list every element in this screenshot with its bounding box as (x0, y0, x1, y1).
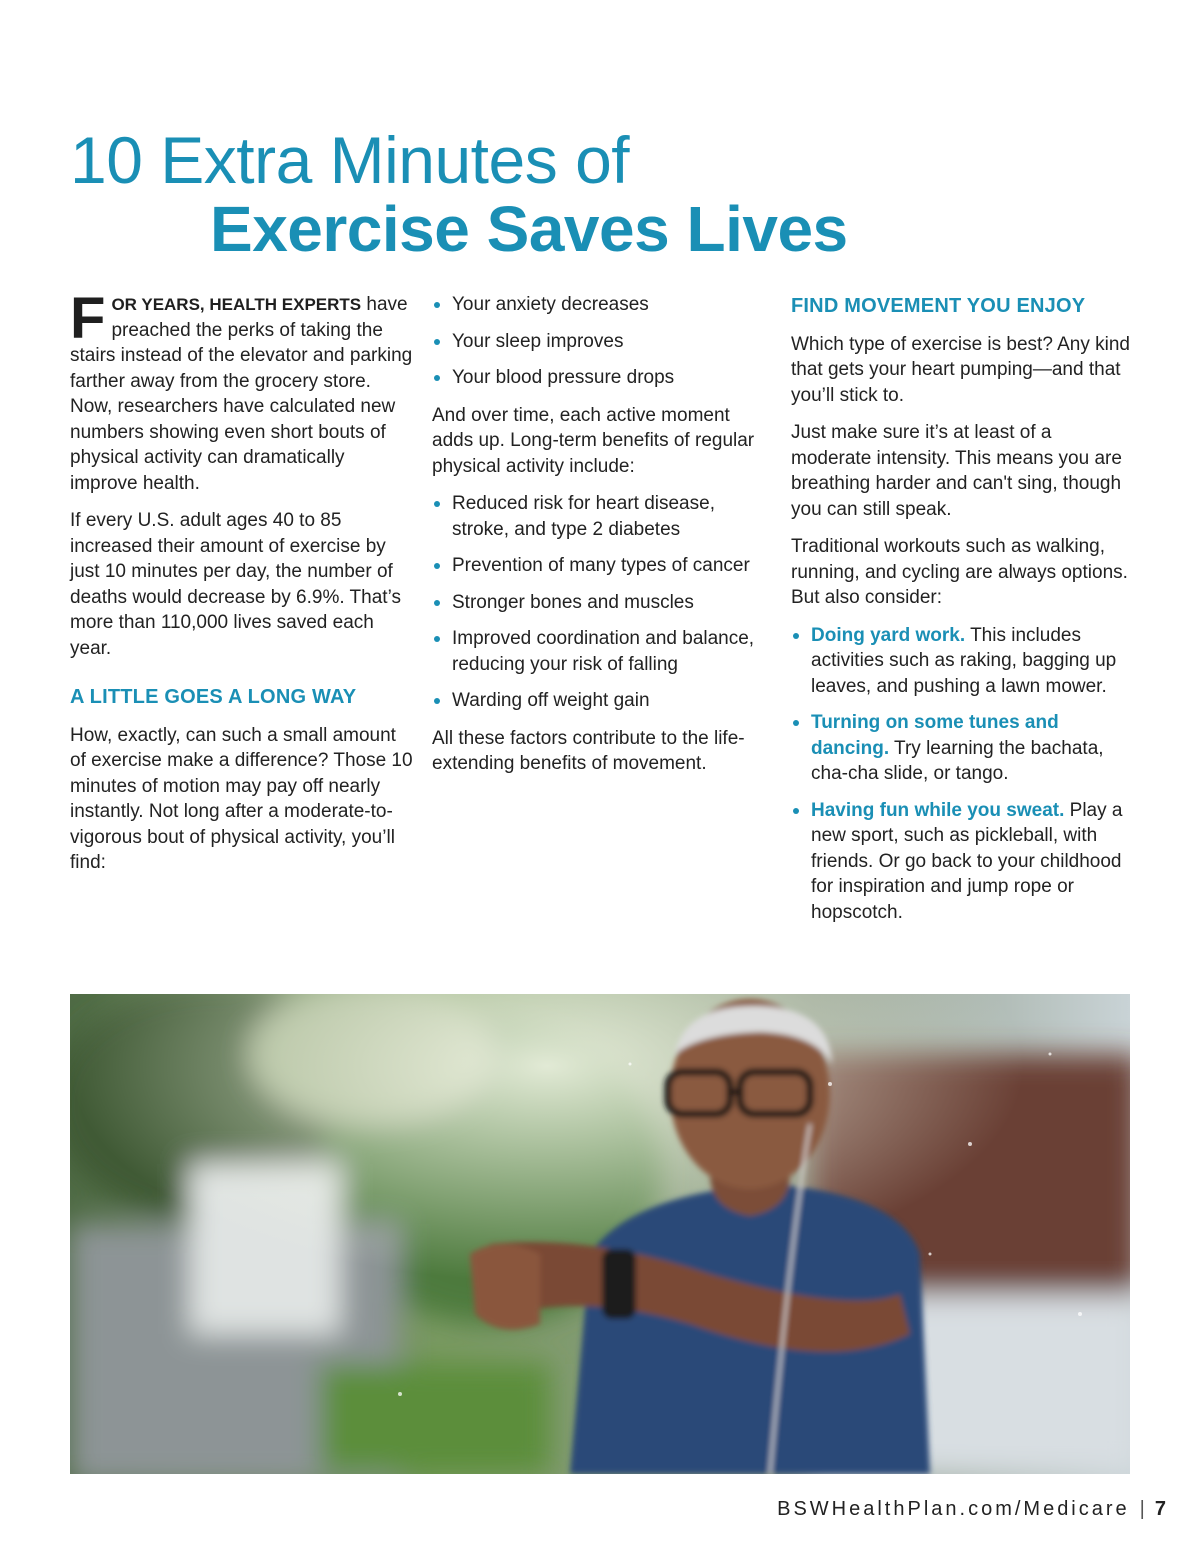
list-item-text: Play a new sport, such as pickleball, with friends. Or go back to your childhood for inspiration and jump rope or hopscotch. (811, 799, 1123, 923)
title-line-2: Exercise Saves Lives (210, 193, 848, 265)
list-item (791, 623, 1136, 700)
page-number: 7 (1154, 1498, 1166, 1520)
short-term-benefits-list (432, 292, 770, 391)
intro-lead: OR YEARS, HEALTH EXPERTS (111, 295, 362, 314)
long-term-benefits-list (432, 491, 770, 714)
list-item-text: This includes activities such as raking, bagging up leaves, and pushing a lawn mower. (811, 624, 1117, 697)
long-term-intro-paragraph: And over time, each active moment adds up. Long-term benefits of regular physical activity include: (432, 404, 755, 477)
intro-text: have preached the perks of taking the stairs instead of the elevator and parking farther away from the grocery store. Now, researchers have calculated new numbers showing even short bouts of physical activity can dramatically improve health. (70, 294, 413, 494)
list-item: Improved coordination and balance, reducing your risk of falling (432, 626, 770, 677)
list-item-lead: Turning on some tunes and dancing. (811, 712, 1059, 759)
footer (777, 1498, 1166, 1521)
list-item: Reduced risk for heart disease, stroke, and type 2 diabetes (432, 491, 770, 542)
stat-paragraph: If every U.S. adult ages 40 to 85 increased their amount of exercise by just 10 minutes per day, the number of deaths would decrease by 6.9%. That’s more than 110,000 lives saved each year. (70, 510, 401, 659)
best-exercise-paragraph: Which type of exercise is best? Any kind that gets your heart pumping—and that you’ll stick to. (791, 333, 1130, 406)
subhead-little-goes-long-way: A LITTLE GOES A LONG WAY (70, 686, 357, 708)
list-item: Stronger bones and muscles (432, 590, 770, 616)
photo-man-checking-smartwatch (70, 994, 1130, 1474)
list-item: Your sleep improves (432, 329, 770, 355)
list-item (791, 798, 1136, 926)
column-3 (791, 292, 1136, 937)
list-item (791, 710, 1136, 787)
drop-cap: F (70, 286, 106, 351)
list-item-lead: Doing yard work. (811, 624, 966, 646)
intensity-paragraph: Just make sure it’s at least of a moderate intensity. This means you are breathing harder and can't sing, though you can still speak. (791, 422, 1122, 520)
consider-list (791, 623, 1136, 926)
photo-illustration (70, 994, 1130, 1474)
summary-paragraph: All these factors contribute to the life-extending benefits of movement. (432, 727, 745, 774)
list-item: Your anxiety decreases (432, 292, 770, 318)
footer-url[interactable]: BSWHealthPlan.com/Medicare (777, 1498, 1130, 1520)
list-item: Prevention of many types of cancer (432, 553, 770, 579)
instant-benefits-paragraph: How, exactly, can such a small amount of exercise make a difference? Those 10 minutes of motion may pay off nearly instantly. Not long after a moderate-to-vigorous bout of physical activity, you’ll find: (70, 724, 413, 873)
page-title (70, 123, 848, 265)
list-item-text: Try learning the bachata, cha-cha slide, or tango. (811, 737, 1104, 784)
subhead-find-movement: FIND MOVEMENT YOU ENJOY (791, 295, 1086, 317)
list-item: Warding off weight gain (432, 688, 770, 714)
traditional-workouts-paragraph: Traditional workouts such as walking, running, and cycling are always options. But also consider: (791, 536, 1128, 608)
intro-paragraph (70, 286, 415, 496)
column-1 (70, 286, 415, 888)
title-line-1: 10 Extra Minutes of (70, 123, 630, 197)
list-item-lead: Having fun while you sweat. (811, 799, 1065, 821)
list-item: Your blood pressure drops (432, 365, 770, 391)
footer-separator: | (1139, 1498, 1145, 1520)
column-2 (432, 292, 770, 789)
